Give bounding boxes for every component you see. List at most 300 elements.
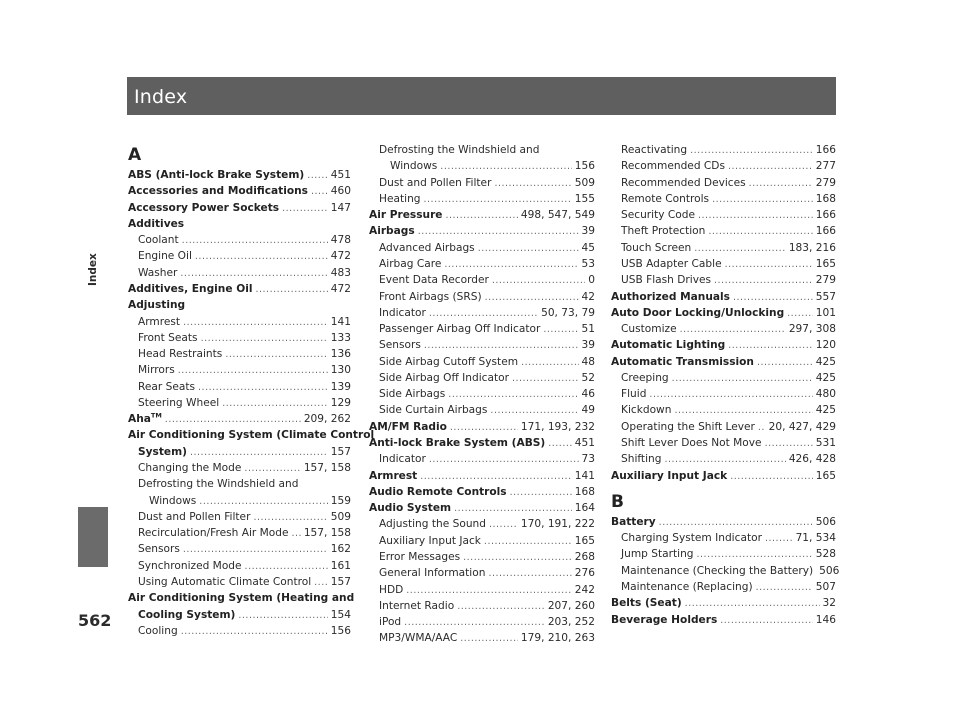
index-entry-term: Maintenance (Replacing) [621, 581, 753, 593]
index-entry-pages[interactable]: 509 [574, 176, 595, 189]
index-entry-term: Audio System [369, 502, 452, 515]
index-entry-term: Front Seats [138, 331, 198, 344]
index-entry-pages[interactable]: 141 [574, 469, 595, 482]
dot-leader [756, 580, 813, 596]
index-entry-term: Belts (Seat) [611, 597, 682, 610]
index-entry-term: Operating the Shift Lever [621, 420, 755, 433]
dot-leader [728, 159, 813, 175]
index-entry[interactable] [369, 419, 595, 435]
index-entry[interactable] [128, 509, 351, 525]
dot-leader [510, 485, 572, 501]
dot-leader [463, 550, 572, 566]
index-entry-pages[interactable]: 20, 427, 429 [768, 420, 836, 433]
index-entry-pages[interactable]: 506 [819, 564, 840, 577]
index-entry[interactable] [611, 305, 836, 321]
index-entry-pages[interactable]: 157, 158 [303, 462, 351, 475]
index-entry[interactable] [611, 240, 836, 256]
index-entry-pages[interactable]: 156 [330, 624, 351, 637]
index-entry[interactable] [611, 337, 836, 353]
index-entry[interactable] [611, 612, 836, 628]
index-entry-pages[interactable]: 168 [574, 485, 595, 498]
index-entry[interactable] [369, 598, 595, 614]
index-entry[interactable] [611, 595, 836, 611]
index-entry-pages[interactable]: 155 [574, 192, 595, 205]
index-entry-pages[interactable]: 45 [581, 241, 595, 254]
index-entry[interactable] [128, 379, 351, 395]
index-entry[interactable] [369, 337, 595, 353]
index-entry-pages[interactable]: 139 [330, 380, 351, 393]
index-entry[interactable] [369, 240, 595, 256]
index-entry[interactable] [128, 444, 351, 460]
dot-leader [182, 233, 328, 249]
index-entry[interactable] [128, 574, 351, 590]
index-entry[interactable] [369, 354, 595, 370]
index-entry[interactable] [369, 158, 595, 174]
dot-leader [720, 613, 813, 629]
dot-leader [548, 436, 572, 452]
index-entry-term: Air Conditioning System (Climate Control [128, 429, 375, 442]
index-entry-pages[interactable]: 425 [815, 404, 836, 417]
index-entry-pages[interactable]: 170, 191, 222 [520, 518, 595, 531]
index-entry-pages[interactable]: 557 [815, 290, 836, 303]
index-entry[interactable] [128, 232, 351, 248]
index-entry-term: Cooling [138, 624, 178, 637]
index-entry-term: Steering Wheel [138, 396, 220, 409]
index-entry[interactable] [128, 476, 351, 492]
dot-leader [180, 266, 327, 282]
index-entry-pages[interactable]: 51 [581, 323, 595, 336]
dot-leader [183, 315, 328, 331]
index-entry-term: System) [138, 445, 187, 458]
index-entry-pages[interactable]: 480 [815, 388, 836, 401]
index-entry[interactable] [611, 175, 836, 191]
index-entry-term: Automatic Lighting [611, 339, 726, 352]
index-entry-pages[interactable]: 120 [815, 339, 836, 352]
index-entry[interactable] [128, 427, 375, 443]
dot-leader [201, 331, 328, 347]
dot-leader [672, 371, 813, 387]
index-entry-pages[interactable]: 154 [330, 608, 351, 621]
index-entry-pages[interactable]: 279 [815, 274, 836, 287]
index-entry-pages[interactable]: 168 [815, 192, 836, 205]
index-entry-pages[interactable]: 268 [574, 551, 595, 563]
dot-leader [222, 396, 328, 412]
dot-leader [649, 387, 812, 403]
index-entry-pages[interactable]: 133 [330, 331, 351, 344]
index-entry-pages[interactable]: 129 [330, 396, 351, 409]
index-entry-pages[interactable]: 242 [574, 583, 595, 596]
index-entry[interactable] [611, 563, 840, 579]
index-entry-term: Beverage Holders [611, 613, 718, 626]
dot-leader [685, 596, 820, 612]
dot-leader [404, 615, 545, 631]
index-entry-term: Shifting [621, 453, 662, 466]
index-entry-term: Windows [149, 494, 197, 507]
index-entry-pages[interactable]: 46 [581, 388, 595, 401]
index-entry[interactable] [128, 265, 351, 281]
index-entry-term: Synchronized Mode [138, 559, 242, 572]
page-number: 562 [78, 611, 112, 630]
index-entry[interactable] [369, 321, 595, 337]
index-entry-pages[interactable]: 165 [574, 534, 595, 547]
dot-leader [195, 249, 328, 265]
index-entry-term: Indicator [379, 306, 426, 319]
index-entry-pages[interactable]: 279 [815, 176, 836, 189]
index-entry-pages[interactable]: 531 [815, 437, 836, 450]
index-entry[interactable] [369, 175, 595, 191]
index-entry-term: Anti-lock Brake System (ABS) [369, 437, 546, 450]
index-entry-pages[interactable]: 183, 216 [788, 241, 836, 254]
index-entry-term: MP3/WMA/AAC [379, 632, 458, 645]
index-entry[interactable] [128, 607, 351, 623]
index-entry[interactable] [611, 223, 836, 239]
index-entry-pages[interactable]: 141 [330, 315, 351, 328]
index-entry-term: Maintenance (Checking the Battery) [621, 564, 814, 577]
index-entry[interactable] [611, 468, 836, 484]
index-entry-pages[interactable]: 50, 73, 79 [541, 306, 595, 319]
index-entry[interactable] [611, 370, 836, 386]
index-entry-term: Reactivating [621, 144, 688, 156]
dot-leader [708, 224, 812, 240]
dot-leader [512, 371, 579, 387]
dot-leader [424, 338, 579, 354]
index-entry[interactable] [369, 500, 595, 516]
index-entry-pages[interactable]: 73 [581, 453, 595, 466]
index-entry-term: Auxiliary Input Jack [379, 534, 481, 547]
index-entry-pages[interactable]: 146 [815, 613, 836, 626]
index-entry-term: USB Adapter Cable [621, 257, 722, 270]
dot-leader [178, 363, 328, 379]
dot-leader [697, 547, 813, 563]
index-entry[interactable] [369, 272, 595, 288]
index-entry-pages[interactable]: 297, 308 [788, 323, 836, 336]
index-entry-term: Armrest [369, 469, 418, 482]
index-entry[interactable] [369, 256, 595, 272]
index-entry[interactable] [369, 289, 595, 305]
index-entry[interactable] [128, 558, 351, 574]
dot-leader [448, 387, 578, 403]
index-entry-pages[interactable]: 179, 210, 263 [520, 632, 595, 645]
index-entry[interactable] [611, 530, 836, 546]
index-entry-pages[interactable]: 42 [581, 290, 595, 303]
index-entry[interactable] [369, 370, 595, 386]
index-entry-term: Adjusting the Sound [379, 518, 486, 531]
dot-leader [450, 420, 518, 436]
index-entry-pages[interactable]: 156 [574, 160, 595, 173]
dot-leader [489, 517, 518, 533]
index-entry[interactable] [128, 525, 351, 541]
index-entry[interactable] [369, 386, 595, 402]
index-entry[interactable] [128, 183, 351, 199]
dot-leader [680, 322, 786, 338]
index-letter-heading: A [128, 145, 142, 165]
index-entry-term: Sensors [138, 543, 180, 556]
index-entry[interactable] [369, 402, 595, 418]
dot-leader [728, 338, 813, 354]
index-entry[interactable] [611, 256, 836, 272]
index-entry-term: Changing the Mode [138, 462, 242, 475]
index-entry-term: Passenger Airbag Off Indicator [379, 323, 541, 336]
index-entry-term: Side Airbag Cutoff System [379, 355, 519, 368]
dot-leader [245, 559, 328, 575]
index-entry-pages[interactable]: 483 [330, 266, 351, 279]
index-entry-pages[interactable]: 165 [815, 257, 836, 270]
index-entry[interactable] [369, 435, 595, 451]
index-entry[interactable] [369, 468, 595, 484]
index-entry-pages[interactable]: 165 [815, 469, 836, 482]
index-entry-pages[interactable]: 209, 262 [303, 413, 351, 426]
dot-leader [454, 501, 572, 517]
index-entry-pages[interactable]: 425 [815, 355, 836, 368]
dot-leader [488, 566, 571, 582]
dot-leader [543, 322, 578, 338]
dot-leader [457, 599, 545, 615]
index-entry-pages[interactable]: 426, 428 [788, 453, 836, 466]
index-entry-term: Dust and Pollen Filter [138, 510, 251, 523]
dot-leader [765, 436, 813, 452]
index-entry-term: AM/FM Radio [369, 420, 447, 433]
index-entry-pages[interactable]: 528 [815, 548, 836, 561]
index-entry[interactable] [369, 305, 595, 321]
dot-leader [444, 257, 578, 273]
index-entry-pages[interactable]: 157 [330, 576, 351, 588]
index-entry[interactable] [128, 460, 351, 476]
index-entry[interactable] [369, 191, 595, 207]
index-entry[interactable] [611, 191, 836, 207]
dot-leader [484, 534, 572, 550]
index-entry[interactable] [611, 546, 836, 562]
index-entry-pages[interactable]: 166 [815, 225, 836, 238]
index-entry-pages[interactable]: 71, 534 [795, 532, 836, 545]
index-entry[interactable] [369, 484, 595, 500]
index-entry-term: Automatic Transmission [611, 355, 754, 368]
index-entry[interactable] [128, 167, 351, 183]
index-entry[interactable] [128, 346, 351, 362]
index-entry[interactable] [611, 142, 836, 158]
index-entry-pages[interactable]: 157 [330, 445, 351, 458]
index-entry-term: Side Airbag Off Indicator [379, 371, 509, 384]
dot-leader [282, 201, 328, 217]
index-entry[interactable] [611, 289, 836, 305]
index-entry[interactable] [128, 411, 351, 427]
index-entry[interactable] [611, 386, 836, 402]
index-entry[interactable] [128, 314, 351, 330]
index-entry[interactable] [128, 281, 351, 297]
index-entry-term: Internet Radio [379, 599, 455, 612]
index-entry-pages[interactable]: 451 [330, 169, 351, 181]
dot-leader [787, 306, 813, 322]
index-entry-pages[interactable]: 506 [815, 515, 836, 528]
index-entry-pages[interactable]: 53 [581, 257, 595, 270]
index-entry-pages[interactable]: 425 [815, 371, 836, 384]
index-entry-pages[interactable]: 162 [330, 543, 351, 556]
index-entry[interactable] [611, 272, 836, 288]
index-entry-term: Defrosting the Windshield and [379, 144, 540, 156]
index-entry[interactable] [128, 590, 355, 606]
index-entry[interactable] [369, 549, 595, 565]
index-entry-pages[interactable]: 460 [330, 185, 351, 198]
index-entry-term: Remote Controls [621, 192, 710, 205]
dot-leader [478, 241, 579, 257]
dot-leader [424, 192, 572, 208]
index-entry-term: Washer [138, 266, 178, 279]
index-entry-pages[interactable]: 161 [330, 559, 351, 572]
index-entry-term: Air Conditioning System (Heating and [128, 592, 355, 605]
index-entry[interactable] [611, 207, 836, 223]
index-entry-term: Accessory Power Sockets [128, 201, 280, 214]
dot-leader [183, 542, 328, 558]
index-entry-pages[interactable]: 52 [581, 371, 595, 384]
dot-leader [311, 184, 328, 200]
index-entry-term: Fluid [621, 388, 647, 401]
dot-leader [494, 176, 571, 192]
index-entry-pages[interactable]: 0 [588, 274, 595, 287]
dot-leader [418, 224, 579, 240]
index-entry-pages[interactable]: 166 [815, 144, 836, 156]
index-entry-pages[interactable]: 136 [330, 348, 351, 361]
index-entry-term: Battery [611, 515, 656, 528]
dot-leader [714, 273, 813, 289]
index-entry-pages[interactable]: 472 [330, 250, 351, 263]
index-entry-term: Audio Remote Controls [369, 485, 507, 498]
index-entry-pages[interactable]: 49 [581, 404, 595, 417]
index-entry-term: Dust and Pollen Filter [379, 176, 492, 189]
index-entry-term: iPod [379, 616, 402, 629]
index-entry-term: Security Code [621, 209, 695, 222]
dot-leader [765, 531, 793, 547]
index-entry[interactable] [369, 565, 595, 581]
index-entry-pages[interactable]: 166 [815, 209, 836, 222]
index-entry[interactable] [128, 541, 351, 557]
index-entry[interactable] [128, 623, 351, 639]
index-entry-term: Auxiliary Input Jack [611, 469, 728, 482]
index-entry[interactable] [611, 451, 836, 467]
index-entry-term: Additives, Engine Oil [128, 282, 253, 295]
dot-leader [659, 515, 813, 531]
index-entry-pages[interactable]: 48 [581, 355, 595, 368]
dot-leader [690, 143, 813, 159]
index-entry[interactable] [369, 533, 595, 549]
index-entry-term: Authorized Manuals [611, 290, 730, 303]
index-entry-term: Sensors [379, 339, 421, 352]
index-entry[interactable] [369, 451, 595, 467]
index-entry-term: Creeping [621, 371, 669, 384]
index-entry-term: Charging System Indicator [621, 532, 762, 545]
index-entry-pages[interactable]: 509 [330, 510, 351, 523]
index-entry[interactable] [128, 216, 351, 232]
index-entry[interactable] [128, 330, 351, 346]
index-entry-pages[interactable]: 159 [330, 494, 351, 507]
index-entry-pages[interactable]: 39 [581, 225, 595, 238]
dot-leader [181, 624, 328, 640]
index-entry-pages[interactable]: 171, 193, 232 [520, 420, 595, 433]
index-entry[interactable] [369, 614, 595, 630]
dot-leader [165, 412, 301, 428]
dot-leader [406, 583, 571, 599]
dot-leader [698, 208, 813, 224]
index-entry[interactable] [369, 582, 595, 598]
index-entry[interactable] [128, 200, 351, 216]
index-entry-term: Event Data Recorder [379, 274, 489, 287]
dot-leader [253, 510, 327, 526]
index-entry[interactable] [128, 395, 351, 411]
index-entry-term: Recommended CDs [621, 160, 725, 173]
index-entry-pages[interactable]: 32 [822, 597, 836, 610]
dot-leader [664, 452, 785, 468]
index-entry-term: Error Messages [379, 551, 461, 563]
index-entry[interactable] [369, 223, 595, 239]
trademark-mark: TM [150, 411, 162, 420]
index-entry[interactable] [128, 362, 351, 378]
index-entry[interactable] [611, 402, 836, 418]
index-entry-term: Shift Lever Does Not Move [621, 437, 762, 450]
index-entry[interactable] [128, 493, 351, 509]
index-entry[interactable] [611, 158, 836, 174]
index-entry-pages[interactable]: 451 [574, 437, 595, 450]
index-entry-pages[interactable]: 498, 547, 549 [520, 209, 595, 222]
index-entry-term: Using Automatic Climate Control [138, 576, 312, 588]
index-entry[interactable] [611, 321, 836, 337]
index-entry[interactable] [128, 297, 351, 313]
index-entry-pages[interactable]: 164 [574, 502, 595, 515]
dot-leader [225, 347, 327, 363]
index-entry-pages[interactable]: 478 [330, 234, 351, 247]
index-entry-pages[interactable]: 277 [815, 160, 836, 173]
index-entry[interactable] [369, 630, 595, 646]
index-entry-pages[interactable]: 276 [574, 567, 595, 580]
index-entry-pages[interactable]: 157, 158 [303, 527, 351, 540]
index-entry[interactable] [369, 207, 595, 223]
index-entry-pages[interactable]: 39 [581, 339, 595, 352]
dot-leader [190, 445, 328, 461]
index-entry-term: Air Pressure [369, 209, 443, 222]
index-entry[interactable] [611, 419, 836, 435]
index-entry-pages[interactable]: 472 [330, 282, 351, 295]
index-entry[interactable] [369, 142, 595, 158]
index-entry-term: Customize [621, 323, 677, 336]
side-section-label: Index [87, 253, 99, 287]
index-entry-term: Airbags [369, 225, 415, 238]
index-entry-pages[interactable]: 203, 252 [547, 616, 595, 629]
index-entry[interactable] [611, 435, 836, 451]
index-entry[interactable] [128, 248, 351, 264]
index-entry-term: Side Curtain Airbags [379, 404, 488, 417]
index-entry-pages[interactable]: 507 [815, 581, 836, 593]
dot-leader [733, 290, 813, 306]
dot-leader [199, 494, 327, 510]
index-entry-term: Side Airbags [379, 388, 446, 401]
index-entry-term: Heating [379, 192, 421, 205]
index-entry-pages[interactable]: 207, 260 [547, 599, 595, 612]
dot-leader [307, 168, 328, 184]
index-entry-term: Jump Starting [621, 548, 694, 561]
dot-leader [490, 403, 578, 419]
dot-leader [314, 575, 328, 591]
index-entry[interactable] [611, 579, 836, 595]
index-entry[interactable] [611, 514, 836, 530]
index-entry-pages[interactable]: 130 [330, 364, 351, 377]
index-entry-pages[interactable]: 147 [330, 201, 351, 214]
side-tab-marker [78, 507, 108, 567]
index-entry-pages[interactable]: 101 [815, 306, 836, 319]
dot-leader [429, 452, 579, 468]
dot-leader [730, 469, 813, 485]
dot-leader [198, 380, 328, 396]
index-entry-term: Aha™ [128, 411, 162, 426]
index-entry-term: Recirculation/Fresh Air Mode [138, 527, 289, 540]
index-entry[interactable] [611, 354, 836, 370]
index-entry[interactable] [369, 516, 595, 532]
